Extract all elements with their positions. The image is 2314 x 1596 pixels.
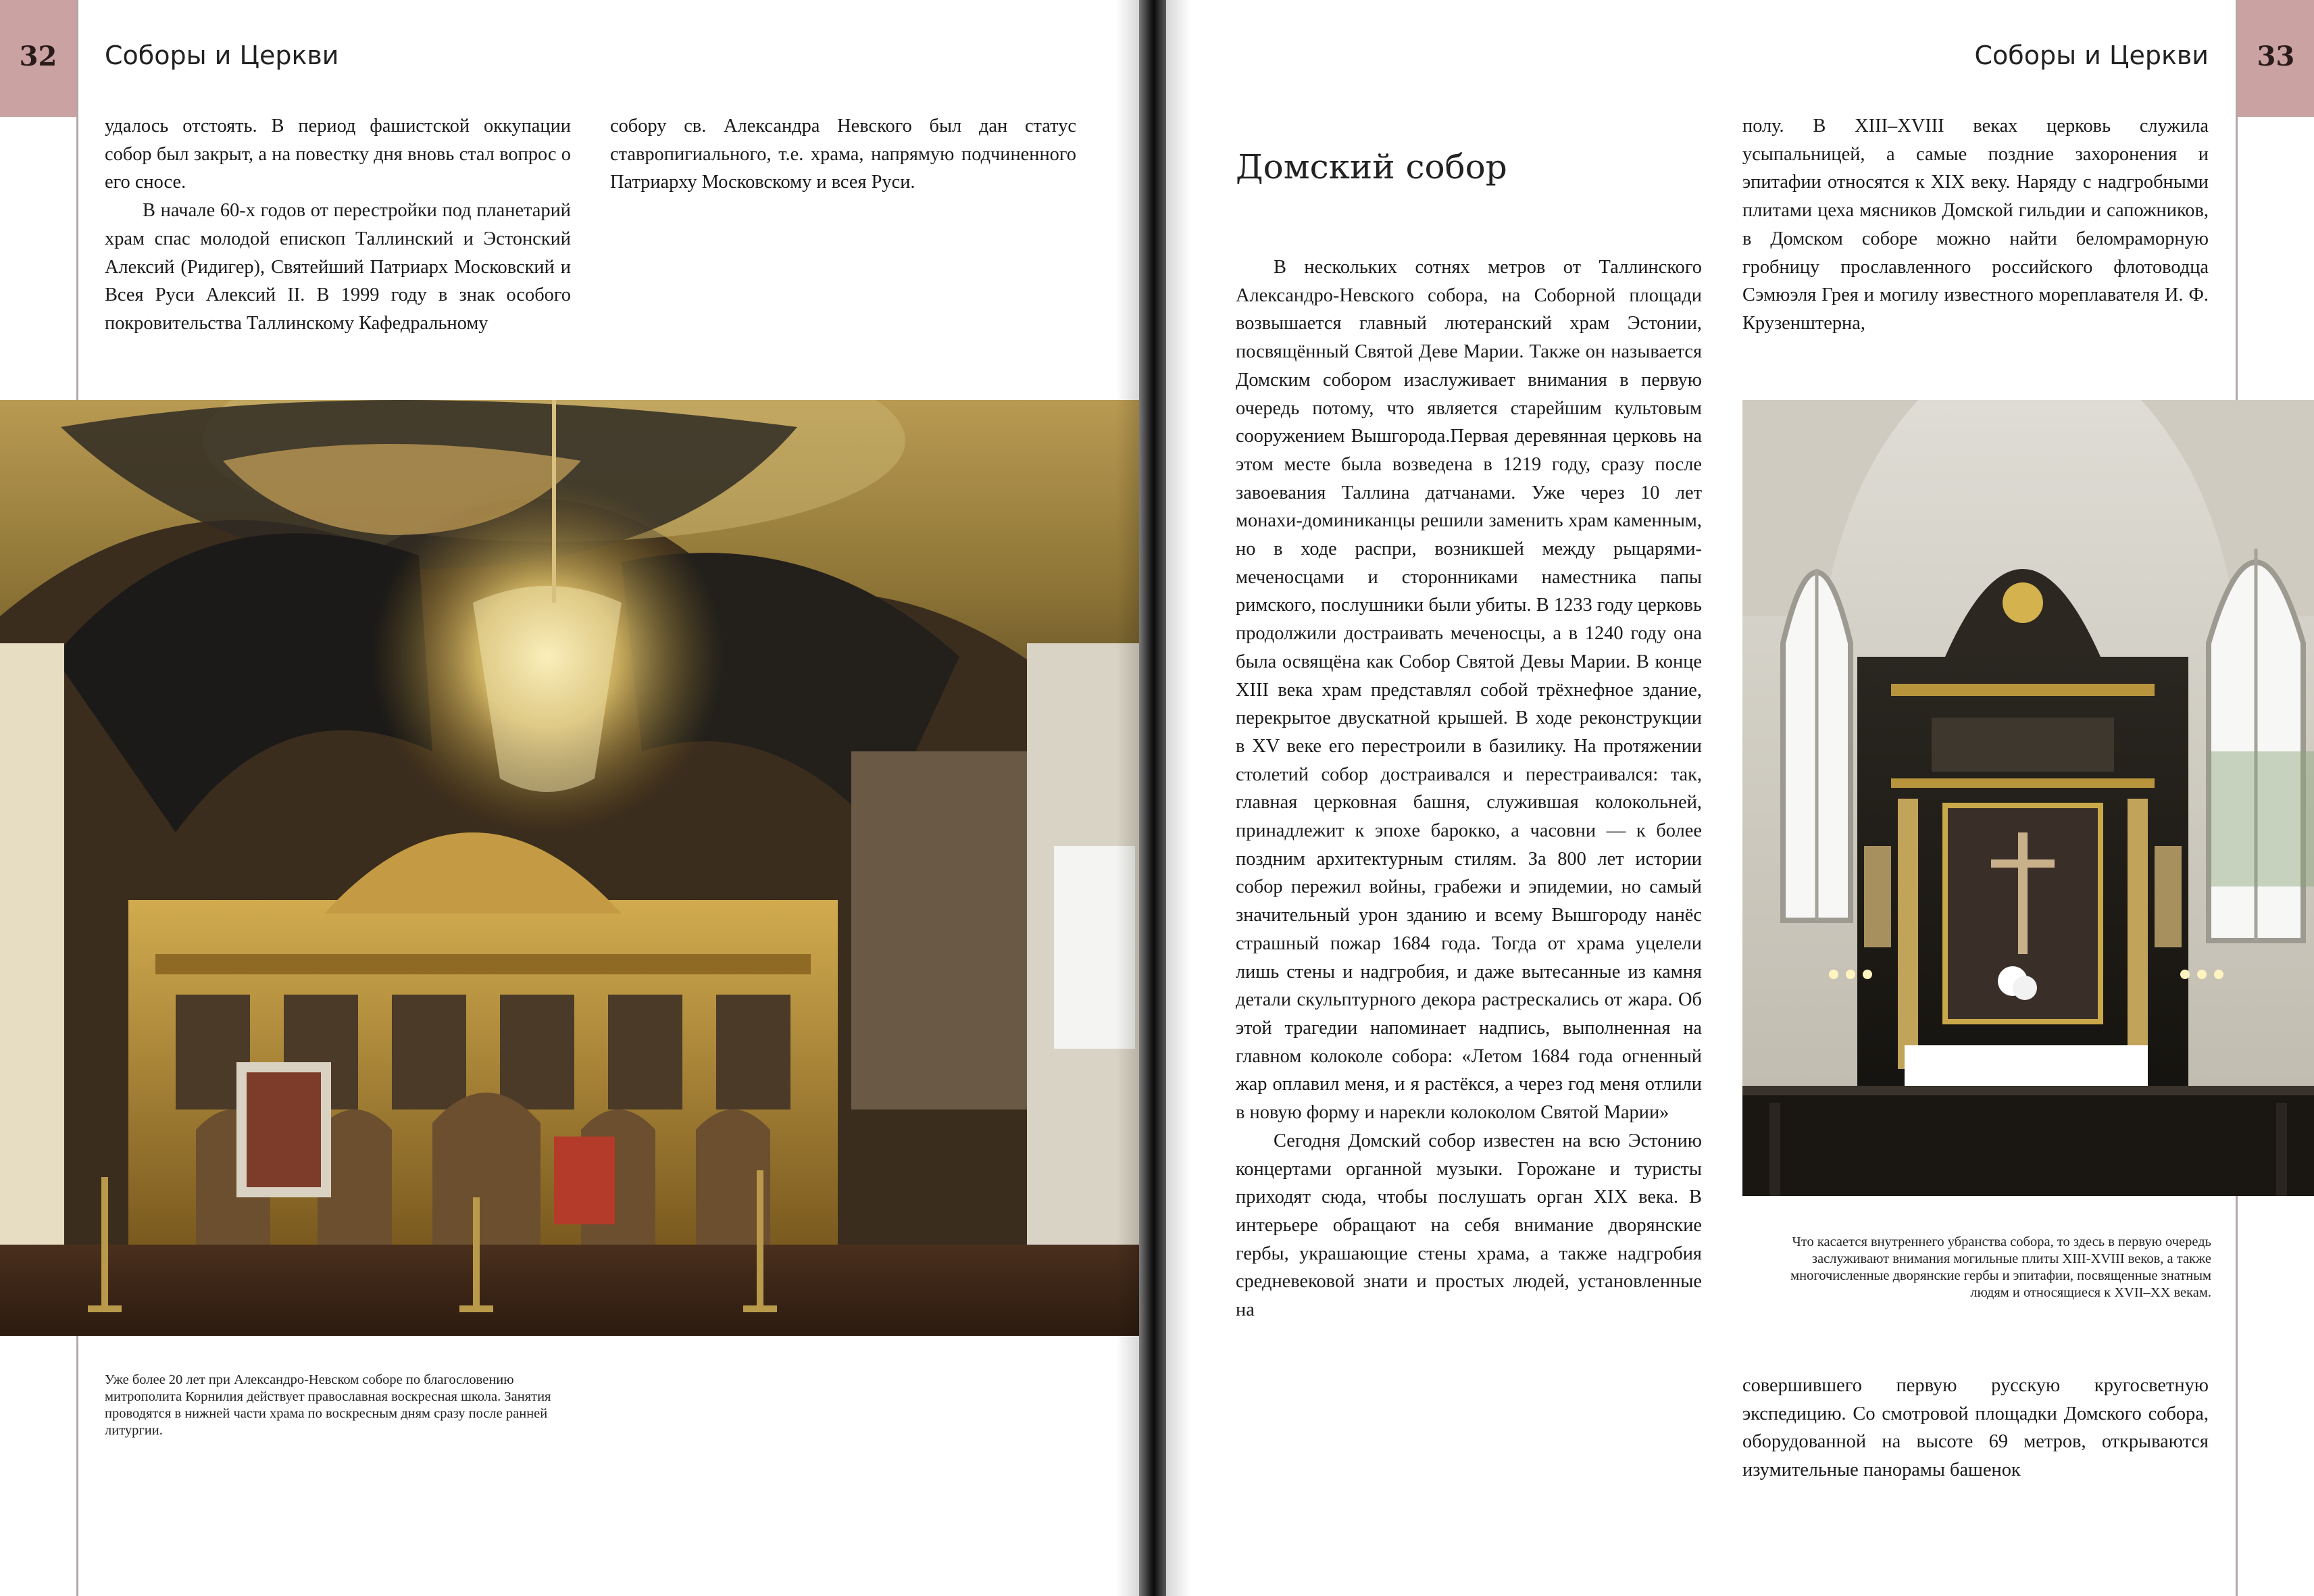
page-number-left: 32 bbox=[19, 41, 57, 72]
paragraph: совершившего первую русскую кругосветную экспедицию. Со смотровой площадки Домского собора, оборудованной на высоте 69 метров, открываются изумительные панорамы башенок bbox=[1742, 1375, 2209, 1481]
dome-church-altar-photo bbox=[1742, 400, 2314, 1196]
right-text-column-1 bbox=[1236, 253, 1702, 1324]
page-number-box-left bbox=[0, 0, 76, 117]
paragraph: полу. В XIII–XVIII веках церковь служила усыпальницей, а самые поздние захоронения и эпитафии относятся к XIX веку. Наряду с надгробными плитами цеха мясников Домской гильдии и сапожников, в Домском соборе можно найти беломраморную гробницу прославленного российского флотоводца Сэмюэля Грея и могилу известного мореплавателя И. Ф. Крузенштерна, bbox=[1742, 116, 2209, 334]
page-number-box-right bbox=[2238, 0, 2314, 117]
paragraph: собору св. Александра Невского был дан статус ставропигиального, т.е. храма, напрямую подчиненного Патриарху Московскому и всея Руси. bbox=[610, 116, 1076, 193]
left-photo-caption: Уже более 20 лет при Александро-Невском соборе по благословению митрополита Корнилия действует православная воскресная школа. Занятия проводятся в нижней части храма по воскресным дням сразу после ранней литургии. bbox=[105, 1372, 551, 1438]
paragraph: Сегодня Домский собор известен на всю Эстонию концертами органной музыки. Горожане и туристы приходят сюда, чтобы послушать орган XIX века. В интерьере обращают на себя внимание дворянские гербы, украшающие стены храма, а также надгробия средневековой знати и простых людей, установленные на bbox=[1236, 1130, 1702, 1321]
right-text-column-2-top bbox=[1742, 112, 2209, 338]
header-title-left: Соборы и Церкви bbox=[105, 41, 339, 70]
paragraph: В начале 60-х годов от перестройки под планетарий храм спас молодой епископ Таллинский и Эстонский Алексий (Ридигер), Святейший Патриарх Московский и Всея Руси Алексий II. В 1999 году в знак особого покровительства Таллинскому Кафедральному bbox=[105, 200, 571, 334]
right-text-column-2-bottom bbox=[1742, 1372, 2209, 1485]
page-number-right: 33 bbox=[2257, 41, 2295, 72]
left-text-column-1 bbox=[105, 112, 571, 338]
paragraph: В нескольких сотнях метров от Таллинского Александро-Невского собора, на Соборной площади возвышается главный лютеранский храм Эстонии, посвящённый Святой Деве Марии. Также он называется Домским собором изаслуживает внимания в первую очередь потому, что является старейшим культовым сооружением Вышгорода.Первая деревянная церковь на этом месте была возведена в 1219 году, сразу после завоевания Таллина датчанами. Уже через 10 лет монахи-доминиканцы решили заменить храм каменным, но в ходе распри, возникшей между рыцарями-меченосцами и сторонниками наместника папы римского, послушники были убиты. В 1233 году церковь продолжили достраивать меченосцы, а в 1240 году она была освящёна как Собор Святой Девы Марии. В конце XIII века храм представлял собой трёхнефное здание, перекрытое двускатной крышей. В ходе реконструкции в XV веке его перестроили в базилику. На протяжении столетий собор достраивался и перестраивался: так, главная церковная башня, служившая колокольней, принадлежит к эпохе барокко, а часовни — к более поздним архитектурным стилям. За 800 лет истории собор пережил войны, грабежи и эпидемии, но самый значительный урон зданию и всему Вышгороду нанёс страшный пожар 1684 года. Тогда от храма уцелели лишь стены и надгробия, и даже вытесанные из камня детали скульптурного декора растрескались от жара. Об этой трагедии напоминает надпись, выполненная на главном колоколе собора: «Летом 1684 года огненный жар оплавил меня, и я растёкся, а через год меня отлили в новую форму и нарекли колоколом Святой Марии» bbox=[1236, 257, 1702, 1124]
right-photo-caption: Что касается внутреннего убранства собора, то здесь в первую очередь заслуживают внимания могильные плиты XIII-XVIII веков, а также многочисленные дворянские гербы и эпитафии, посвященные знатным людям и относящиеся к XVII–XX векам. bbox=[1790, 1235, 2211, 1300]
article-heading: Домский собор bbox=[1236, 147, 1507, 186]
paragraph: удалось отстоять. В период фашистской оккупации собор был закрыт, а на повестку дня вновь стал вопрос о его сносе. bbox=[105, 116, 571, 193]
book-spine bbox=[1139, 0, 1166, 1596]
left-text-column-2 bbox=[610, 112, 1076, 197]
alexander-nevsky-interior-photo bbox=[0, 400, 1157, 1336]
header-title-right: Соборы и Церкви bbox=[1974, 41, 2209, 70]
right-page bbox=[1157, 0, 2314, 1596]
